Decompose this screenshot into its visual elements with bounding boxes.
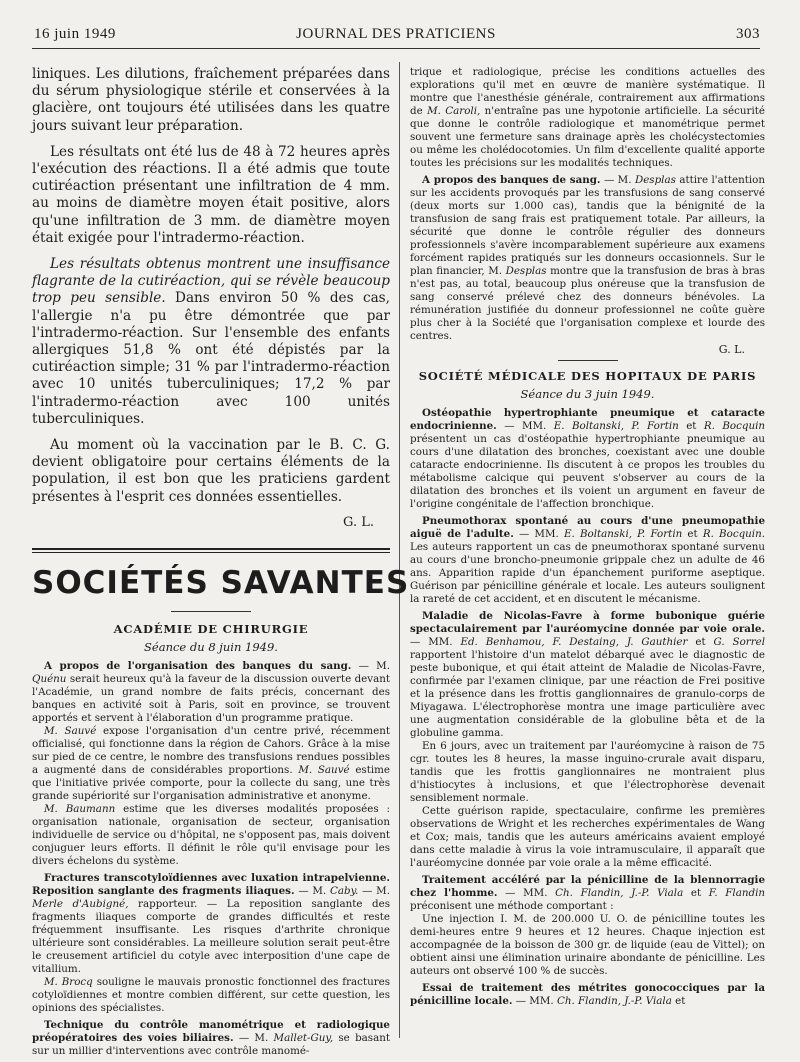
author-name: Ch. Flandin, J.-P. Viala <box>555 887 684 899</box>
author-name: Merle d'Aubigné, <box>32 897 129 910</box>
page-header <box>32 22 760 49</box>
right-column <box>410 66 765 1042</box>
article-heading: Pneumothorax spontané au cours d'une pneumopathie aiguë de l'adulte. <box>410 515 765 540</box>
short-rule <box>558 360 618 361</box>
author-name: Mallet-Guy, <box>273 1031 334 1044</box>
author-name: M. Sauvé <box>298 763 350 776</box>
author-name: M. Baumann <box>44 802 116 815</box>
author-name: Ch. Flandin, J.-P. Viala <box>556 995 672 1007</box>
paragraph: Cette guérison rapide, spectaculaire, confirme les premières observations de Wright et les recherches expérimentales de Wang et Cox; mais, tandis que les auteurs américains avaient employé dans cette maladie à virus la voie intramusculaire, il apparaît que l'auréomycine donnée par voie orale a la même efficacité. <box>410 805 765 869</box>
paragraph: Une injection I. M. de 200.000 U. O. de pénicilline toutes les demi-heures entre 9 heures et 12 heures. Chaque injection est accompagnée de la boisson de 300 gr. de liquide (eau de Vittel); on obtient ainsi une élimination urinaire abondante de pénicilline. Les auteurs ont observé 100 % de succès. <box>410 913 765 977</box>
author-name: F. Flandin <box>708 887 765 899</box>
author-name: Caby. <box>330 884 359 897</box>
article-banques-sang: A propos des banques de sang. — M. Desplas attire l'attention sur les accidents provoqués par les transfusions de sang conservé (deux morts sur 1.000 cas), tandis que la bénignité de la transfusion de sang frais est pratiquement totale. Par ailleurs, la sécurité que donne le contrôle régulier des donneurs professionnels s'avère incomparablement supérieure aux examens forcément rapides pratiqués sur les donneurs occasionnels. Sur le plan financier, M. Desplas montre que la transfusion de bras à bras n'est pas, au total, beaucoup plus onéreuse que la transfusion de sang conservé prélevé chez des donneurs bénévoles. La rémunération justifiée du donneur professionnel ne coûte guère plus cher à la Société que l'organisation complexe et lourde des centres. <box>410 174 766 342</box>
author-name: M. Caroli, <box>427 105 481 117</box>
italic-emphasis: Les résultats obtenus montrent une insuffisance flagrante de la cutiréaction, qui se révèle beaucoup trop peu sensible. <box>32 256 390 307</box>
article-fractures: Fractures transcotyloïdiennes avec luxation intrapelvienne. Reposition sanglante des fragments iliaques. — M. Caby. — M. Merle d'Aubigné, rapporteur. — La reposition sanglante des fragments iliaques comporte de grandes difficultés et reste fréquemment insuffisante. Les risques d'arthrite chronique ultérieure sont considérables. La meilleure solution serait peut-être le creusement artificiel du cotyle avec interposition d'une cape de vitallium. <box>32 871 390 975</box>
article-heading: Traitement accéléré par la pénicilline de la blennorragie chez l'homme. <box>410 874 765 899</box>
article-nicolas-favre: Maladie de Nicolas-Favre à forme bubonique guérie spectaculairement par l'auréomycine donnée par voie orale. — MM. Ed. Benhamou, F. Destaing, J. Gauthier et G. Sorrel rapportent l'histoire d'un matelot débarqué avec le diagnostic de peste bubonique, et qui était atteint de Maladie de Nicolas-Favre, confirmée par l'examen clinique, par une réaction de Frei positive et la présence dans les frottis ganglionnaires de granulo-corps de Miyagawa. L'électrophorèse montra une image particulière avec une augmentation considérable de la globuline bêta et de la globuline gamma. <box>410 610 765 739</box>
article-metrites: Essai de traitement des métrites gonococciques par la pénicilline locale. — MM. Ch. Flandin, J.-P. Viala et <box>410 982 765 1007</box>
article-banques: A propos de l'organisation des banques du sang. — M. Quénu serait heureux qu'à la faveur de la discussion ouverte devant l'Académie, un grand nombre de faits précis, concernant des banques en activité soit à Paris, soit en province, se trouvent apportés et servent à l'élaboration d'un programme pratique. <box>32 659 390 724</box>
paragraph: M. Brocq souligne le mauvais pronostic fonctionnel des fractures cotyloïdiennes et montre combien différent, sur cette question, les opinions des spécialistes. <box>32 975 391 1014</box>
author-name: G. Sorrel <box>713 636 765 648</box>
paragraph: Les résultats ont été lus de 48 à 72 heures après l'exécution des réactions. Il a été admis que toute cutiréaction présentant une infiltration de 4 mm. au moins de diamètre moyen était positive, alors qu'une infiltration de 3 mm. de diamètre moyen était exigée pour l'intradermo-réaction. <box>32 143 390 246</box>
author-name: R. Bocquin <box>703 420 765 432</box>
article-heading: Ostéopathie hypertrophiante pneumique et cataracte endocrinienne. <box>410 407 765 432</box>
section-banner: SOCIÉTÉS SAVANTES <box>32 564 410 601</box>
author-name: Desplas <box>634 174 676 186</box>
seance-date: Séance du 8 juin 1949. <box>144 639 278 654</box>
section-title: ACADÉMIE DE CHIRURGIE <box>113 621 309 636</box>
article-technique: Technique du contrôle manométrique et radiologique préopératoires des voies biliaires. — M. Mallet-Guy, se basant sur un millier d'interventions avec contrôle manomé- <box>32 1018 390 1057</box>
paragraph <box>32 256 390 428</box>
signature: G. L. <box>343 514 374 530</box>
author-name: Desplas <box>505 265 547 277</box>
short-rule <box>171 611 251 612</box>
paragraph: En 6 jours, avec un traitement par l'auréomycine à raison de 75 cgr. toutes les 8 heures, la masse inguino-crurale avait disparu, tandis que les frottis ganglionnaires ne montraient plus d'histiocytes à inclusions, et que l'électrophorèse devenait sensiblement normale. <box>410 740 765 804</box>
paragraph: M. Baumann estime que les diverses modalités proposées : organisation nationale, organisation de secteur, organisation individuelle de service ou d'hôpital, ne s'opposent pas, mais doivent conjuguer leurs efforts. Il définit le rôle qu'il envisage pour les divers échelons du système. <box>32 802 390 867</box>
section-title: SOCIÉTÉ MÉDICALE DES HOPITAUX DE PARIS <box>418 369 757 383</box>
author-name: R. Bocquin. <box>702 528 766 540</box>
author-name: M. Brocq <box>44 975 93 988</box>
paragraph-text: Dans environ 50 % des cas, l'allergie n'a pu être démontrée que par l'intradermo-réaction. Sur l'ensemble des enfants allergiques 51,8 % ont été dépistés par la cutiréaction simple; 31 % par l'intradermo-réaction avec 10 unités tuberculiniques; 17,2 % par l'intradermo-réaction avec 100 unités tuberculiniques. <box>32 290 390 427</box>
article-heading: Technique du contrôle manométrique et radiologique préopératoires des voies biliaires. <box>32 1018 390 1044</box>
article-heading: A propos de l'organisation des banques du sang. <box>44 659 352 672</box>
paragraph: liniques. Les dilutions, fraîchement préparées dans du sérum physiologique stérile et conservées à la glacière, ont toujours été utilisées dans les quatre jours suivant leur préparation. <box>32 66 390 134</box>
header-journal-title: JOURNAL DES PRATICIENS <box>296 26 496 42</box>
paragraph: M. Sauvé expose l'organisation d'un centre privé, récemment officialisé, qui fonctionne dans la région de Cahors. Grâce à la mise sur pied de ce centre, le nombre des transfusions rendues possibles a augmenté dans de considérables proportions. M. Sauvé estime que l'initiative privée comporte, pour la collecte du sang, une très grande supériorité sur l'organisation administrative et anonyme. <box>32 724 390 802</box>
author-name: M. Sauvé <box>44 724 97 737</box>
article-blennorragie: Traitement accéléré par la pénicilline de la blennorragie chez l'homme. — MM. Ch. Flandin, J.-P. Viala et F. Flandin préconisent une méthode comportant : <box>410 874 765 912</box>
article-heading: Fractures transcotyloïdiennes avec luxation intrapelvienne. Reposition sanglante des fragments iliaques. <box>32 871 390 897</box>
header-page-number: 303 <box>736 26 760 42</box>
left-column <box>32 66 410 1057</box>
author-name: E. Boltanski, P. Fortin <box>563 528 683 540</box>
paragraph: Au moment où la vaccination par le B. C. G. devient obligatoire pour certains éléments de la population, il est bon que les praticiens gardent présentes à l'esprit ces données essentielles. <box>32 437 390 505</box>
author-name: Ed. Benhamou, F. Destaing, J. Gauthier <box>460 636 688 648</box>
seance-date: Séance du 3 juin 1949. <box>520 387 655 401</box>
article-heading: A propos des banques de sang. <box>422 174 601 186</box>
column-divider <box>399 62 400 1038</box>
article-heading: Maladie de Nicolas-Favre à forme bubonique guérie spectaculairement par l'auréomycine donnée par voie orale. <box>410 610 765 635</box>
paragraph: trique et radiologique, précise les conditions actuelles des explorations qu'il met en œuvre de manière systématique. Il montre que l'anesthésie générale, contrairement aux affirmations de M. Caroli, n'entraîne pas une hypotonie artificielle. La sécurité que donne le contrôle radiologique et manométrique permet souvent une fermeture sans drainage après les cholécystectomies ou même les cholédocotomies. Un film d'excellente qualité apporte toutes les précisions sur les modalités techniques. <box>410 66 765 169</box>
article-pneumothorax: Pneumothorax spontané au cours d'une pneumopathie aiguë de l'adulte. — MM. E. Boltanski, P. Fortin et R. Bocquin. Les auteurs rapportent un cas de pneumothorax spontané survenu au cours d'une broncho-pneumonie grippale chez un adulte de 46 ans. Apparition rapide d'un épanchement puriforme aseptique. Guérison par pénicilline générale et locale. Les auteurs soulignent la rareté de cet accident, et en discutent le mécanisme. <box>410 515 766 605</box>
double-rule <box>32 548 390 553</box>
article-heading: Essai de traitement des métrites gonococciques par la pénicilline locale. <box>410 982 765 1007</box>
signature: G. L. <box>718 343 745 356</box>
author-name: E. Boltanski, P. Fortin <box>553 420 679 432</box>
header-date: 16 juin 1949 <box>34 26 116 42</box>
author-name: Quénu <box>32 672 67 685</box>
article-osteopathie: Ostéopathie hypertrophiante pneumique et cataracte endocrinienne. — MM. E. Boltanski, P. Fortin et R. Bocquin présentent un cas d'ostéopathie hypertrophiante pneumique au cours d'une dilatation des bronches, coexistant avec une double cataracte endocrinienne. Ils discutent à ce propos les troubles du métabolisme calcique qui peuvent s'observer au cours de la dilatation des bronches et ils voient un argument en faveur de l'origine congénitale de l'affection bronchique. <box>410 407 765 510</box>
